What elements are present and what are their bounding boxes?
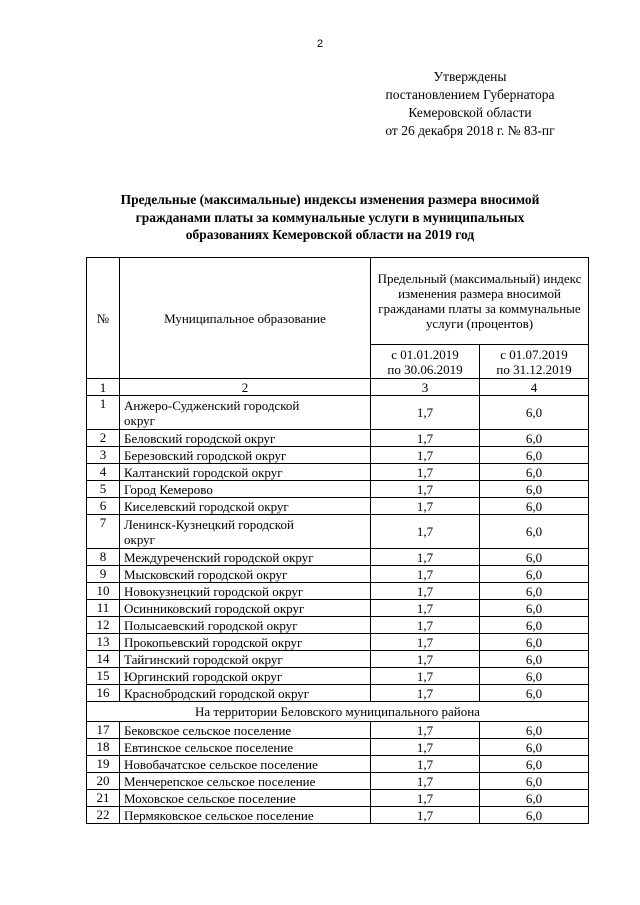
index-second-half: 6,0 — [480, 790, 589, 807]
municipality-name-line: Ленинск-Кузнецкий городской — [124, 516, 294, 532]
row-number: 1 — [87, 396, 120, 430]
index-second-half: 6,0 — [480, 600, 589, 617]
municipality-name — [120, 447, 371, 464]
index-second-half: 6,0 — [480, 498, 589, 515]
row-number: 7 — [87, 515, 120, 549]
index-second-half: 6,0 — [480, 430, 589, 447]
municipality-name — [120, 634, 371, 651]
index-second-half: 6,0 — [480, 583, 589, 600]
title-line: гражданами платы за коммунальные услуги в муниципальных — [135, 209, 525, 225]
index-second-half: 6,0 — [480, 549, 589, 566]
municipality-name-line: Мысковский городской округ — [124, 566, 288, 582]
table-row — [87, 515, 589, 549]
row-number: 16 — [87, 685, 120, 702]
index-second-half: 6,0 — [480, 722, 589, 739]
row-number: 18 — [87, 739, 120, 756]
municipality-name-line: Город Кемерово — [124, 481, 213, 497]
header-municipality: Муниципальное образование — [120, 258, 371, 379]
header-num: № — [87, 258, 120, 379]
index-second-half: 6,0 — [480, 481, 589, 498]
index-second-half: 6,0 — [480, 773, 589, 790]
municipality-name-line: Междуреченский городской округ — [124, 549, 314, 565]
municipality-name-line: Юргинский городской округ — [124, 668, 283, 684]
table-row — [87, 430, 589, 447]
index-first-half: 1,7 — [371, 498, 480, 515]
municipality-name — [120, 515, 371, 549]
municipality-name-line: Пермяковское сельское поселение — [124, 807, 314, 823]
municipality-name — [120, 685, 371, 702]
table-row — [87, 617, 589, 634]
title-line: образованиях Кемеровской области на 2019 год — [185, 227, 475, 242]
row-number: 17 — [87, 722, 120, 739]
table-row — [87, 447, 589, 464]
municipality-name-line: Киселевский городской округ — [124, 498, 289, 514]
table-row — [87, 739, 589, 756]
index-first-half: 1,7 — [371, 464, 480, 481]
table-row — [87, 790, 589, 807]
municipality-name — [120, 481, 371, 498]
municipality-name-line: Калтанский городской округ — [124, 464, 283, 480]
index-second-half: 6,0 — [480, 396, 589, 430]
municipality-name — [120, 498, 371, 515]
municipality-name — [120, 396, 371, 430]
column-number: 3 — [371, 379, 480, 396]
table-row — [87, 651, 589, 668]
index-second-half: 6,0 — [480, 685, 589, 702]
municipality-name — [120, 430, 371, 447]
index-first-half: 1,7 — [371, 685, 480, 702]
index-second-half: 6,0 — [480, 464, 589, 481]
municipality-name-line: Новокузнецкий городской округ — [124, 583, 304, 599]
row-number: 10 — [87, 583, 120, 600]
row-number: 12 — [87, 617, 120, 634]
municipality-name-line: округ — [124, 412, 155, 428]
index-first-half: 1,7 — [371, 600, 480, 617]
row-number: 3 — [87, 447, 120, 464]
row-number: 8 — [87, 549, 120, 566]
header-period-2 — [480, 345, 589, 379]
period-1-from: с 01.01.2019 — [391, 346, 459, 362]
municipality-name-line: Новобачатское сельское поселение — [124, 756, 318, 772]
section-heading-row — [87, 702, 589, 722]
municipality-name-line: Менчерепское сельское поселение — [124, 773, 316, 789]
municipality-name-line: Краснобродский городской округ — [124, 685, 310, 701]
row-number: 19 — [87, 756, 120, 773]
document-title — [80, 191, 580, 244]
municipality-name-line: округ — [124, 531, 155, 547]
header-index: Предельный (максимальный) индекс изменения размера вносимой гражданами платы за коммунальные услуги (процентов) — [371, 258, 589, 345]
municipality-name — [120, 739, 371, 756]
index-first-half: 1,7 — [371, 447, 480, 464]
index-second-half: 6,0 — [480, 515, 589, 549]
table-row — [87, 566, 589, 583]
indices-table — [86, 257, 589, 824]
municipality-name — [120, 668, 371, 685]
municipality-name — [120, 756, 371, 773]
approval-block — [360, 68, 580, 140]
section-heading: На территории Беловского муниципального района — [87, 702, 589, 722]
municipality-name-line: Евтинское сельское поселение — [124, 739, 294, 755]
approval-line: постановлением Губернатора — [385, 87, 555, 102]
table-row — [87, 722, 589, 739]
municipality-name-line: Бековское сельское поселение — [124, 722, 292, 738]
row-number: 2 — [87, 430, 120, 447]
municipality-name-line: Анжеро-Судженский городской — [124, 397, 300, 413]
table-row — [87, 600, 589, 617]
index-first-half: 1,7 — [371, 634, 480, 651]
index-second-half: 6,0 — [480, 756, 589, 773]
row-number: 4 — [87, 464, 120, 481]
municipality-name — [120, 600, 371, 617]
table-row — [87, 756, 589, 773]
table-row — [87, 396, 589, 430]
index-first-half: 1,7 — [371, 481, 480, 498]
row-number: 6 — [87, 498, 120, 515]
index-second-half: 6,0 — [480, 651, 589, 668]
table-row — [87, 685, 589, 702]
index-first-half: 1,7 — [371, 566, 480, 583]
index-second-half: 6,0 — [480, 668, 589, 685]
index-second-half: 6,0 — [480, 739, 589, 756]
index-first-half: 1,7 — [371, 668, 480, 685]
municipality-name-line: Прокопьевский городской округ — [124, 634, 303, 650]
municipality-name-line: Осинниковский городской округ — [124, 600, 305, 616]
row-number: 5 — [87, 481, 120, 498]
index-first-half: 1,7 — [371, 549, 480, 566]
page-number: 2 — [316, 38, 324, 50]
municipality-name — [120, 651, 371, 668]
municipality-name-line: Березовский городской округ — [124, 447, 287, 463]
table-row — [87, 634, 589, 651]
title-line: Предельные (максимальные) индексы изменения размера вносимой — [120, 192, 540, 207]
table-row — [87, 481, 589, 498]
index-first-half: 1,7 — [371, 583, 480, 600]
municipality-name-line: Полысаевский городской округ — [124, 617, 298, 633]
municipality-name-line: Беловский городской округ — [124, 430, 276, 446]
municipality-name — [120, 773, 371, 790]
row-number: 11 — [87, 600, 120, 617]
index-first-half: 1,7 — [371, 430, 480, 447]
table-row — [87, 773, 589, 790]
header-period-1 — [371, 345, 480, 379]
row-number: 13 — [87, 634, 120, 651]
municipality-name-line: Тайгинский городской округ — [124, 651, 283, 667]
index-first-half: 1,7 — [371, 739, 480, 756]
column-number: 2 — [120, 379, 371, 396]
period-2-from: с 01.07.2019 — [500, 346, 568, 362]
municipality-name — [120, 790, 371, 807]
index-first-half: 1,7 — [371, 651, 480, 668]
column-numbers-row — [87, 379, 589, 396]
index-second-half: 6,0 — [480, 566, 589, 583]
index-first-half: 1,7 — [371, 773, 480, 790]
approval-line: Утверждены — [433, 69, 507, 84]
row-number: 15 — [87, 668, 120, 685]
row-number: 20 — [87, 773, 120, 790]
row-number: 14 — [87, 651, 120, 668]
index-first-half: 1,7 — [371, 617, 480, 634]
index-first-half: 1,7 — [371, 396, 480, 430]
index-second-half: 6,0 — [480, 617, 589, 634]
table-row — [87, 549, 589, 566]
municipality-name-line: Моховское сельское поселение — [124, 790, 296, 806]
column-number: 1 — [87, 379, 120, 396]
column-number: 4 — [480, 379, 589, 396]
approval-line: от 26 декабря 2018 г. № 83-пг — [385, 123, 555, 138]
row-number: 9 — [87, 566, 120, 583]
index-first-half: 1,7 — [371, 515, 480, 549]
index-second-half: 6,0 — [480, 447, 589, 464]
index-second-half: 6,0 — [480, 807, 589, 824]
index-first-half: 1,7 — [371, 807, 480, 824]
municipality-name — [120, 722, 371, 739]
period-2-to: по 31.12.2019 — [496, 361, 572, 377]
table-row — [87, 498, 589, 515]
period-1-to: по 30.06.2019 — [387, 361, 463, 377]
index-second-half: 6,0 — [480, 634, 589, 651]
table-header-row — [87, 258, 589, 345]
row-number: 22 — [87, 807, 120, 824]
municipality-name — [120, 566, 371, 583]
municipality-name — [120, 583, 371, 600]
table-row — [87, 464, 589, 481]
table-row — [87, 807, 589, 824]
index-first-half: 1,7 — [371, 756, 480, 773]
municipality-name — [120, 464, 371, 481]
index-first-half: 1,7 — [371, 790, 480, 807]
municipality-name — [120, 807, 371, 824]
table-row — [87, 668, 589, 685]
municipality-name — [120, 617, 371, 634]
table-row — [87, 583, 589, 600]
index-first-half: 1,7 — [371, 722, 480, 739]
row-number: 21 — [87, 790, 120, 807]
municipality-name — [120, 549, 371, 566]
approval-line: Кемеровской области — [408, 105, 532, 120]
